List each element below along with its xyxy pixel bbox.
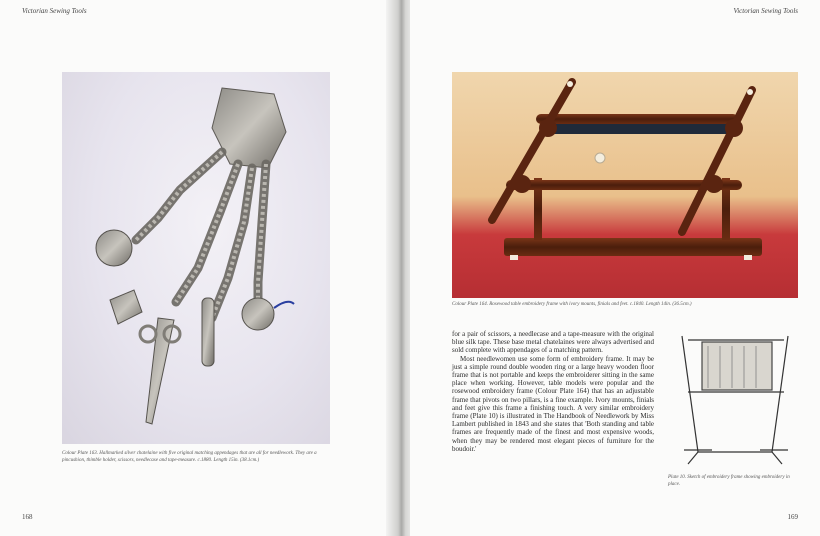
chatelaine-photo xyxy=(62,72,330,444)
chatelaine-illustration xyxy=(62,72,330,444)
page-number-left: 168 xyxy=(22,513,33,521)
caption-plate-10: Plate 10. Sketch of embroidery frame showing embroidery in place. xyxy=(668,475,790,487)
embroidery-frame-sketch xyxy=(668,332,800,468)
embroidery-frame-illustration xyxy=(452,72,798,298)
page-number-right: 169 xyxy=(787,513,798,521)
running-head-left: Victorian Sewing Tools xyxy=(22,7,87,15)
running-head-right: Victorian Sewing Tools xyxy=(733,7,798,15)
body-text xyxy=(452,330,654,453)
caption-colour-plate-163: Colour Plate 163. Hallmarked silver chatelaine with five original matching appendages that are all for needlework. They are a pincushion, thimble holder, scissors, needlecase and tape-measure. c.1880. Length 15in. (38.1cm.) xyxy=(62,451,317,463)
left-page xyxy=(0,0,394,536)
body-paragraph-1: for a pair of scissors, a needlecase and a tape-measure with the original blue silk tape. These base metal chatelaines were always advertised and sold complete with appendages of a matching pattern. xyxy=(452,330,654,355)
caption-colour-plate-164: Colour Plate 164. Rosewood table embroidery frame with ivory mounts, finials and feet. c.1840. Length 14in. (36.5cm.) xyxy=(452,302,692,307)
plate-10-sketch xyxy=(668,332,800,468)
embroidery-frame-photo xyxy=(452,72,798,298)
body-paragraph-2: Most needlewomen use some form of embroidery frame. It may be just a simple round double wooden ring or a large heavy wooden floor frame that is not portable and keeps the embroiderer sitting in the same place when working. However, table models were popular and the rosewood embroidery frame (Colour Plate 164) that has an adjustable frame that pivots on two pillars, is a fine example. Ivory mounts, finials and feet give this frame a finishing touch. A very similar embroidery frame (Plate 10) is illustrated in The Handbook of Needlework by Miss Lambert published in 1843 and she states that 'Both standing and table frames are frequently made of the finest and most expensive woods, when they may be rendered most elegant pieces of furniture for the boudoir.' xyxy=(452,354,654,453)
